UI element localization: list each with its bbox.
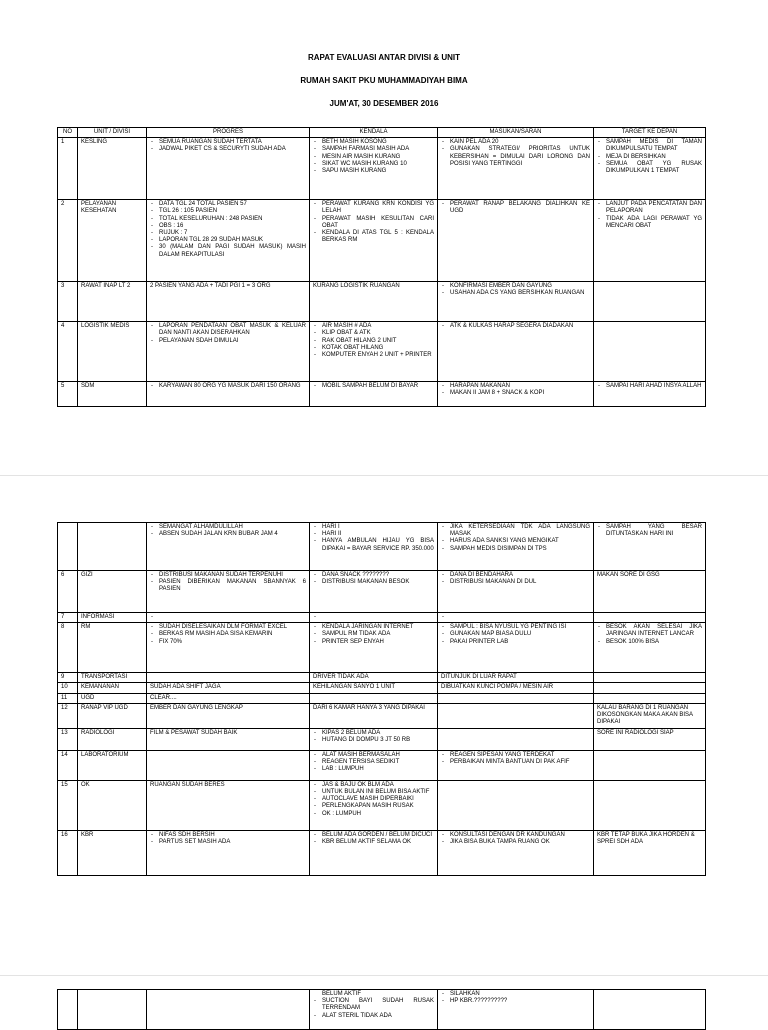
cell-masukan bbox=[438, 673, 594, 683]
list-item: - HARUS ADA SANKSI YANG MENGIKAT bbox=[441, 538, 590, 545]
cell-target bbox=[594, 750, 706, 780]
cell-progres bbox=[147, 571, 310, 613]
list-item: - DANA DI BENDAHARA bbox=[441, 572, 590, 579]
table-row bbox=[58, 613, 706, 623]
list-item: - SEMUA OBAT YG RUSAK DIKUMPULKAN 1 TEMPAT bbox=[597, 161, 702, 175]
list-item: - RUJUK : 7 bbox=[150, 230, 306, 237]
cell-no: 15 bbox=[58, 780, 78, 830]
list-item: - BESOK AKAN SELESAI JIKA JARINGAN INTERNET LANCAR bbox=[597, 624, 702, 638]
document-page-1 bbox=[0, 0, 768, 455]
list-item: - LAPORAN PENDATAAN OBAT MASUK & KELUAR DAN NANTI AKAN DISERAHKAN bbox=[150, 323, 306, 337]
cell-unit: GIZI bbox=[78, 571, 147, 613]
document-date: JUM'AT, 30 DESEMBER 2016 bbox=[329, 99, 439, 108]
table-row bbox=[58, 673, 706, 683]
cell-target bbox=[594, 571, 706, 613]
cell-masukan bbox=[438, 322, 594, 382]
cell-no: 10 bbox=[58, 683, 78, 693]
list-item: - UNTUK BULAN INI BELUM BISA AKTIF bbox=[313, 789, 434, 796]
cell-unit: OK bbox=[78, 780, 147, 830]
cell-progres bbox=[147, 138, 310, 200]
list-item: - HARI II bbox=[313, 531, 434, 538]
list-item: - KENDALA DI ATAS TGL 5 : KENDALA BERKAS RM bbox=[313, 230, 434, 244]
list-item: - DANA SNACK ???????? bbox=[313, 572, 434, 579]
cell-no: 2 bbox=[58, 200, 78, 282]
cell-target bbox=[594, 693, 706, 703]
list-item: - BETH MASIH KOSONG bbox=[313, 139, 434, 146]
list-item: - MOBIL SAMPAH BELUM DI BAYAR bbox=[313, 383, 434, 390]
cell-kendala bbox=[310, 683, 438, 693]
cell-masukan bbox=[438, 683, 594, 693]
cell-masukan bbox=[438, 571, 594, 613]
list-item: - LAPORAN TGL 28 29 SUDAH MASUK bbox=[150, 237, 306, 244]
cell-kendala bbox=[310, 780, 438, 830]
list-item: - GUNAKAN STRATEGI/ PRIORITAS UNTUK KEBERSIHAN = DIMULAI DARI LORONG DAN POSISI YANG TERTINGGI bbox=[441, 146, 590, 168]
cell-text: 2 PASIEN YANG ADA + TADI PGI 1 = 3 ORG bbox=[150, 283, 271, 290]
column-header: MASUKAN/SARAN bbox=[438, 128, 594, 138]
cell-target bbox=[594, 728, 706, 750]
list-item: - DATA TGL 24 TOTAL PASIEN 57 bbox=[150, 201, 306, 208]
cell-text: FILM & PESAWAT SUDAH BAIK bbox=[150, 729, 238, 736]
cell-text: DITUNJUK DI LUAR RAPAT bbox=[441, 674, 517, 681]
cell-target bbox=[594, 683, 706, 693]
list-item: - HUTANG DI DOMPU 3 JT 50 RB bbox=[313, 737, 434, 744]
list-item: - PASIEN DIBERIKAN MAKANAN SBANNYAK 6 PASIEN bbox=[150, 579, 306, 593]
list-item: - NIFAS SDH BERSIH bbox=[150, 832, 306, 839]
list-item: - JIKA KETERSEDIAAN TDK ADA LANGSUNG MASAK bbox=[441, 524, 590, 538]
cell-kendala bbox=[310, 703, 438, 728]
table-row bbox=[58, 138, 706, 200]
list-item: - HP KBR.?????????? bbox=[441, 998, 590, 1005]
cell-masukan bbox=[438, 780, 594, 830]
cell-unit: RM bbox=[78, 623, 147, 673]
table-row bbox=[58, 693, 706, 703]
cell-unit: LOGISTIK MEDIS bbox=[78, 322, 147, 382]
cell-kendala bbox=[310, 750, 438, 780]
cell-progres bbox=[147, 683, 310, 693]
cell-no: 7 bbox=[58, 613, 78, 623]
table-row bbox=[58, 728, 706, 750]
cell-text: MAKAN SORE DI GSG bbox=[597, 572, 660, 578]
list-item: - KIPAS 2 BELUM ADA bbox=[313, 730, 434, 737]
cell-progres bbox=[147, 673, 310, 683]
list-item: - DISTRIBUSI MAKANAN BESOK bbox=[313, 579, 434, 586]
cell-masukan bbox=[438, 693, 594, 703]
list-item: - KAIN PEL ADA 20 bbox=[441, 139, 590, 146]
cell-kendala bbox=[310, 523, 438, 571]
list-item: - SEMUA RUANGAN SUDAH TERTATA bbox=[150, 139, 306, 146]
list-item: - SAPU MASIH KURANG bbox=[313, 168, 434, 175]
list-item: - OBS : 16 bbox=[150, 223, 306, 230]
cell-unit: RAWAT INAP LT 2 bbox=[78, 282, 147, 322]
cell-kendala bbox=[310, 382, 438, 407]
cell-progres bbox=[147, 322, 310, 382]
cell-kendala bbox=[310, 830, 438, 875]
table-row bbox=[58, 750, 706, 780]
table-row bbox=[58, 322, 706, 382]
document-title: RAPAT EVALUASI ANTAR DIVISI & UNIT bbox=[308, 53, 460, 62]
list-item: - SAMPAI HARI AHAD INSYA ALLAH bbox=[597, 383, 702, 390]
list-item: - PERAWAT KURANG KRN KONDISI YG LELAH bbox=[313, 201, 434, 215]
cell-unit: RADIOLOGI bbox=[78, 728, 147, 750]
cell-kendala bbox=[310, 613, 438, 623]
cell-kendala bbox=[310, 322, 438, 382]
cell-target bbox=[594, 382, 706, 407]
cell-text: DARI 6 KAMAR HANYA 3 YANG DIPAKAI bbox=[313, 704, 425, 711]
cell-text: DRIVER TIDAK ADA bbox=[313, 674, 369, 681]
document-page-3 bbox=[0, 975, 768, 1025]
cell-progres bbox=[147, 693, 310, 703]
list-item: - AIR MASIH # ADA bbox=[313, 323, 434, 330]
cell-unit: KBR bbox=[78, 830, 147, 875]
cell-kendala bbox=[310, 200, 438, 282]
cell-no: 3 bbox=[58, 282, 78, 322]
list-item: - PAKAI PRINTER LAB bbox=[441, 639, 590, 646]
cell-target bbox=[594, 523, 706, 571]
column-header: PROGRES bbox=[147, 128, 310, 138]
column-header: TARGET KE DEPAN bbox=[594, 128, 706, 138]
cell-kendala bbox=[310, 138, 438, 200]
list-item: - REAGEN TERSISA SEDIKIT bbox=[313, 759, 434, 766]
list-item: - DISTRIBUSI MAKANAN SUDAH TERPENUHI bbox=[150, 572, 306, 579]
document-page-2 bbox=[0, 475, 768, 896]
list-item: - JIKA BISA BUKA TAMPA RUANG OK bbox=[441, 839, 590, 846]
column-header: NO bbox=[58, 128, 78, 138]
cell-masukan bbox=[438, 830, 594, 875]
cell-masukan bbox=[438, 750, 594, 780]
list-item: - GUNAKAN MAP BIASA DULU bbox=[441, 631, 590, 638]
cell-target bbox=[594, 703, 706, 728]
list-item: - ABSEN SUDAH JALAN KRN BUBAR JAM 4 bbox=[150, 531, 306, 538]
evaluation-table-continued bbox=[57, 522, 706, 876]
cell-no: 8 bbox=[58, 623, 78, 673]
cell-unit: SDM bbox=[78, 382, 147, 407]
list-item: - HANYA AMBULAN HIJAU YG BISA DIPAKAI = BAYAR SERVICE RP. 350.000 bbox=[313, 538, 434, 552]
list-item: - SAMPAH MEDIS DI TAMAN DIKUMPULSATU TEMPAT bbox=[597, 139, 702, 153]
cell-progres bbox=[147, 613, 310, 623]
cell-progres bbox=[147, 282, 310, 322]
cell-unit: UGD bbox=[78, 693, 147, 703]
table-row bbox=[58, 703, 706, 728]
table-row bbox=[58, 200, 706, 282]
list-item: - AUTOCLAVE MASIH DIPERBAIKI bbox=[313, 796, 434, 803]
cell-text: RUANGAN SUDAH BERES bbox=[150, 781, 225, 788]
cell-masukan bbox=[438, 282, 594, 322]
cell-no: 9 bbox=[58, 673, 78, 683]
cell-masukan bbox=[438, 623, 594, 673]
list-item: - MAKAN II JAM 8 + SNACK & KOPI bbox=[441, 390, 590, 397]
table-header-row bbox=[58, 128, 706, 138]
cell-masukan bbox=[438, 138, 594, 200]
cell-progres bbox=[147, 200, 310, 282]
cell-no: 1 bbox=[58, 138, 78, 200]
cell-progres bbox=[147, 830, 310, 875]
cell-masukan bbox=[438, 523, 594, 571]
cell-masukan bbox=[438, 382, 594, 407]
cell-target bbox=[594, 830, 706, 875]
cell-kendala bbox=[310, 623, 438, 673]
list-item: - MESIN AIR MASIH KURANG bbox=[313, 154, 434, 161]
cell-text: SORE INI RADIOLOGI SIAP bbox=[597, 729, 674, 736]
list-item: - BESOK 100% BISA bbox=[597, 639, 702, 646]
evaluation-table bbox=[57, 127, 706, 407]
table-row bbox=[58, 830, 706, 875]
list-item: - SAMPAH MEDIS DISIMPAN DI TPS bbox=[441, 546, 590, 553]
document-subtitle: RUMAH SAKIT PKU MUHAMMADIYAH BIMA bbox=[300, 76, 468, 85]
list-item: - OK : LUMPUH bbox=[313, 811, 434, 818]
cell-text: KALAU BARANG DI 1 RUANGAN DIKOSONGKAN MAKA AKAN BISA DIPAKAI bbox=[597, 704, 693, 726]
list-item: - SAMPAH FARMASI MASIH ADA bbox=[313, 146, 434, 153]
cell-no bbox=[58, 523, 78, 571]
table-row bbox=[58, 571, 706, 613]
list-item: - SIKAT WC MASIH KURANG 10 bbox=[313, 161, 434, 168]
cell-masukan bbox=[438, 613, 594, 623]
list-item: - FIX 70% bbox=[150, 639, 306, 646]
list-item: - PELAYANAN SDAH DIMULAI bbox=[150, 338, 306, 345]
cell-no: 13 bbox=[58, 728, 78, 750]
list-item: - HARI I bbox=[313, 524, 434, 531]
list-item: - SILAHKAN bbox=[441, 991, 590, 998]
cell-unit: PELAYANAN KESEHATAN bbox=[78, 200, 147, 282]
cell-target bbox=[594, 613, 706, 623]
list-item: - PERAWAT RANAP BELAKANG DIALIHKAN KE UGD bbox=[441, 201, 590, 215]
cell-kendala bbox=[310, 571, 438, 613]
list-item: - PRINTER SEP ENYAH bbox=[313, 639, 434, 646]
cell-no: 6 bbox=[58, 571, 78, 613]
list-item: - KOTAK OBAT HILANG bbox=[313, 345, 434, 352]
list-item: - JAS & BAJU OK BLM ADA bbox=[313, 782, 434, 789]
cell-target bbox=[594, 623, 706, 673]
cell-kendala bbox=[310, 673, 438, 683]
cell-target bbox=[594, 200, 706, 282]
list-item: - ATK & KULKAS HARAP SEGERA DIADAKAN bbox=[441, 323, 590, 330]
cell-unit: KESLING bbox=[78, 138, 147, 200]
cell-no: 4 bbox=[58, 322, 78, 382]
list-item: - BELUM ADA GORDEN / BELUM DICUCI bbox=[313, 832, 434, 839]
column-header: KENDALA bbox=[310, 128, 438, 138]
list-item: - TOTAL KESELURUHAN : 248 PASIEN bbox=[150, 216, 306, 223]
list-item: - KENDALA JARINGAN INTERNET bbox=[313, 624, 434, 631]
list-item: - SAMPAH YANG BESAR DITUNTASKAN HARI INI bbox=[597, 524, 702, 538]
cell-target bbox=[594, 282, 706, 322]
table-row bbox=[58, 523, 706, 571]
list-item: - KARYAWAN 80 ORG YG MASUK DARI 150 ORANG bbox=[150, 383, 306, 390]
cell-progres bbox=[147, 750, 310, 780]
list-item: - USAHAN ADA CS YANG BERSIHKAN RUANGAN bbox=[441, 290, 590, 297]
list-item: - LAB : LUMPUH bbox=[313, 766, 434, 773]
list-item: - DISTRIBUSI MAKANAN DI DUL bbox=[441, 579, 590, 586]
list-item: - ALAT MASIH BERMASALAH bbox=[313, 752, 434, 759]
list-item: - SEMANGAT ALHAMDULILLAH bbox=[150, 524, 306, 531]
cell-text: EMBER DAN GAYUNG LENGKAP bbox=[150, 704, 243, 711]
table-row bbox=[58, 683, 706, 693]
table-row bbox=[58, 282, 706, 322]
cell-kendala bbox=[310, 282, 438, 322]
cell-unit: RANAP VIP UGD bbox=[78, 703, 147, 728]
list-item: - KLIP OBAT & ATK bbox=[313, 330, 434, 337]
cell-masukan bbox=[438, 728, 594, 750]
list-item: - RAK OBAT HILANG 2 UNIT bbox=[313, 338, 434, 345]
cell-kendala bbox=[310, 693, 438, 703]
list-item: - KBR BELUM AKTIF SELAMA OK bbox=[313, 839, 434, 846]
cell-no: 16 bbox=[58, 830, 78, 875]
list-item: - KOMPUTER ENYAH 2 UNIT + PRINTER bbox=[313, 352, 434, 359]
cell-text: CLEAR.... bbox=[150, 694, 177, 701]
cell-text: BELUM AKTIF bbox=[322, 991, 362, 997]
cell-target bbox=[594, 780, 706, 830]
cell-masukan bbox=[438, 200, 594, 282]
cell-unit: KEMANANAN bbox=[78, 683, 147, 693]
cell-target bbox=[594, 138, 706, 200]
list-item: - TGL 26 : 105 PASIEN bbox=[150, 208, 306, 215]
table-row bbox=[58, 623, 706, 673]
cell-unit: LABORATORIUM bbox=[78, 750, 147, 780]
list-item: - SUDAH DISELESAIKAN DLM FORMAT EXCEL bbox=[150, 624, 306, 631]
list-item: - JADWAL PIKET CS & SECURYTI SUDAH ADA bbox=[150, 146, 306, 153]
cell-text: SUDAH ADA SHIFT JAGA bbox=[150, 684, 221, 691]
cell-no: 5 bbox=[58, 382, 78, 407]
cell-text: DIBUATKAN KUNCI POMPA / MESIN AIR bbox=[441, 684, 554, 691]
cell-text: KURANG LOGISTIK RUANGAN bbox=[313, 283, 400, 290]
cell-progres bbox=[147, 728, 310, 750]
list-item: - KONFIRMASI EMBER DAN GAYUNG bbox=[441, 283, 590, 290]
list-item: - SAMPUL : BISA NYUSUL YG PENTING ISI bbox=[441, 624, 590, 631]
list-item: - ALAT STERIL TIDAK ADA bbox=[313, 1013, 434, 1020]
list-item: - REAGEN SIPESAN YANG TERDEKAT bbox=[441, 752, 590, 759]
list-item: - LANJUT PADA PENCATATAN DAN PELAPORAN bbox=[597, 201, 702, 215]
table-row bbox=[58, 382, 706, 407]
cell-unit: TRANSPORTASI bbox=[78, 673, 147, 683]
list-item: - BERKAS RM MASIH ADA SISA KEMARIN bbox=[150, 631, 306, 638]
cell-no: 12 bbox=[58, 703, 78, 728]
cell-unit: INFORMASI bbox=[78, 613, 147, 623]
list-item: - HARAPAN MAKANAN bbox=[441, 383, 590, 390]
cell-target bbox=[594, 673, 706, 683]
column-header: UNIT / DIVISI bbox=[78, 128, 147, 138]
cell-progres bbox=[147, 382, 310, 407]
cell-masukan bbox=[438, 703, 594, 728]
list-item: - SUCTION BAYI SUDAH RUSAK TERRENDAM bbox=[313, 998, 434, 1012]
cell-no: 11 bbox=[58, 693, 78, 703]
cell-text: KBR TETAP BUKA JIKA HORDEN & SPREI SDH ADA bbox=[597, 831, 695, 846]
list-item: - PARTUS SET MASIH ADA bbox=[150, 839, 306, 846]
cell-unit bbox=[78, 523, 147, 571]
list-item: - PERLENGKAPAN MASIH RUSAK bbox=[313, 803, 434, 810]
list-item: - TIDAK ADA LAGI PERAWAT YG MENCARI OBAT bbox=[597, 216, 702, 230]
cell-progres bbox=[147, 523, 310, 571]
cell-no: 14 bbox=[58, 750, 78, 780]
cell-target bbox=[594, 322, 706, 382]
list-item: - PERAWAT MASIH KESULITAN CARI OBAT bbox=[313, 216, 434, 230]
cell-progres bbox=[147, 780, 310, 830]
list-item: - KONSULTASI DENGAN DR KANDUNGAN bbox=[441, 832, 590, 839]
list-item: - SAMPUL RM TIDAK ADA bbox=[313, 631, 434, 638]
cell-kendala bbox=[310, 728, 438, 750]
list-item: - MEJA DI BERSIHKAN bbox=[597, 154, 702, 161]
list-item: - 30 (MALAM DAN PAGI SUDAH MASUK) MASIH DALAM REKAPITULASI bbox=[150, 244, 306, 258]
table-row bbox=[58, 780, 706, 830]
list-item: - PERBAIKAN MINTA BANTUAN DI PAK AFIF bbox=[441, 759, 590, 766]
cell-text: KEHILANGAN SANYO 1 UNIT bbox=[313, 684, 396, 691]
cell-progres bbox=[147, 623, 310, 673]
cell-progres bbox=[147, 703, 310, 728]
